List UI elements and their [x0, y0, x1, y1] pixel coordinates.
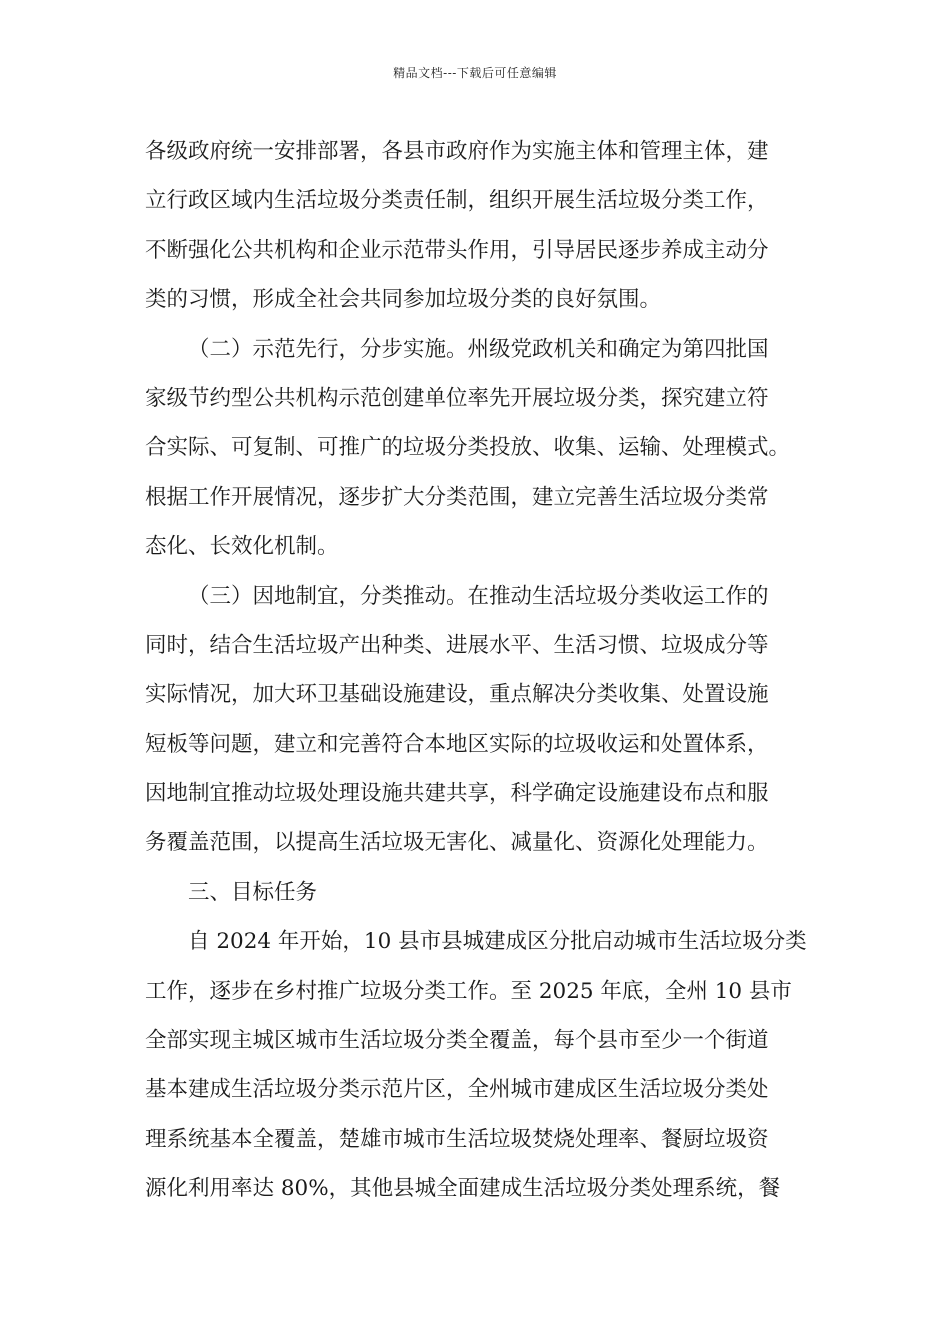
paragraph-heading-line: （三）因地制宜，分类推动。在推动生活垃圾分类收运工作的 [188, 583, 769, 609]
text-line: 基本建成生活垃圾分类示范片区，全州城市建成区生活垃圾分类处 [145, 1077, 769, 1103]
text-line: 态化、长效化机制。 [145, 534, 339, 560]
text-line: 务覆盖范围，以提高生活垃圾无害化、减量化、资源化处理能力。 [145, 830, 769, 856]
text-line: 理系统基本全覆盖，楚雄市城市生活垃圾焚烧处理率、餐厨垃圾资 [145, 1126, 769, 1152]
text-line: 类的习惯，形成全社会共同参加垃圾分类的良好氛围。 [145, 287, 662, 313]
paragraph-first-line: 自 2024 年开始，10 县市县城建成区分批启动城市生活垃圾分类 [188, 929, 807, 955]
text-line: 实际情况，加大环卫基础设施建设，重点解决分类收集、处置设施 [145, 682, 769, 708]
text-line: 根据工作开展情况，逐步扩大分类范围，建立完善生活垃圾分类常 [145, 484, 769, 510]
text-line: 工作，逐步在乡村推广垃圾分类工作。至 2025 年底，全州 10 县市 [145, 978, 792, 1004]
text-line: 各级政府统一安排部署，各县市政府作为实施主体和管理主体，建 [145, 139, 769, 164]
text-line: 不断强化公共机构和企业示范带头作用，引导居民逐步养成主动分 [145, 237, 769, 263]
text-line: 短板等问题，建立和完善符合本地区实际的垃圾收运和处置体系， [145, 731, 769, 757]
document-body [145, 131, 805, 1218]
text-line: 立行政区域内生活垃圾分类责任制，组织开展生活垃圾分类工作， [145, 188, 769, 214]
page-header: 精品文档---下载后可任意编辑 [393, 66, 557, 80]
text-line: 因地制宜推动垃圾处理设施共建共享，科学确定设施建设布点和服 [145, 781, 769, 807]
text-line: 全部实现主城区城市生活垃圾分类全覆盖，每个县市至少一个街道 [145, 1028, 769, 1054]
paragraph-heading-line: （二）示范先行，分步实施。州级党政机关和确定为第四批国 [188, 336, 769, 362]
text-line: 源化利用率达 80%，其他县城全面建成生活垃圾分类处理系统，餐 [145, 1176, 781, 1202]
text-line: 合实际、可复制、可推广的垃圾分类投放、收集、运输、处理模式。 [145, 435, 791, 461]
text-line: 同时，结合生活垃圾产出种类、进展水平、生活习惯、垃圾成分等 [145, 632, 769, 658]
text-line: 家级节约型公共机构示范创建单位率先开展垃圾分类，探究建立符 [145, 385, 769, 411]
section-heading: 三、目标任务 [188, 879, 318, 905]
